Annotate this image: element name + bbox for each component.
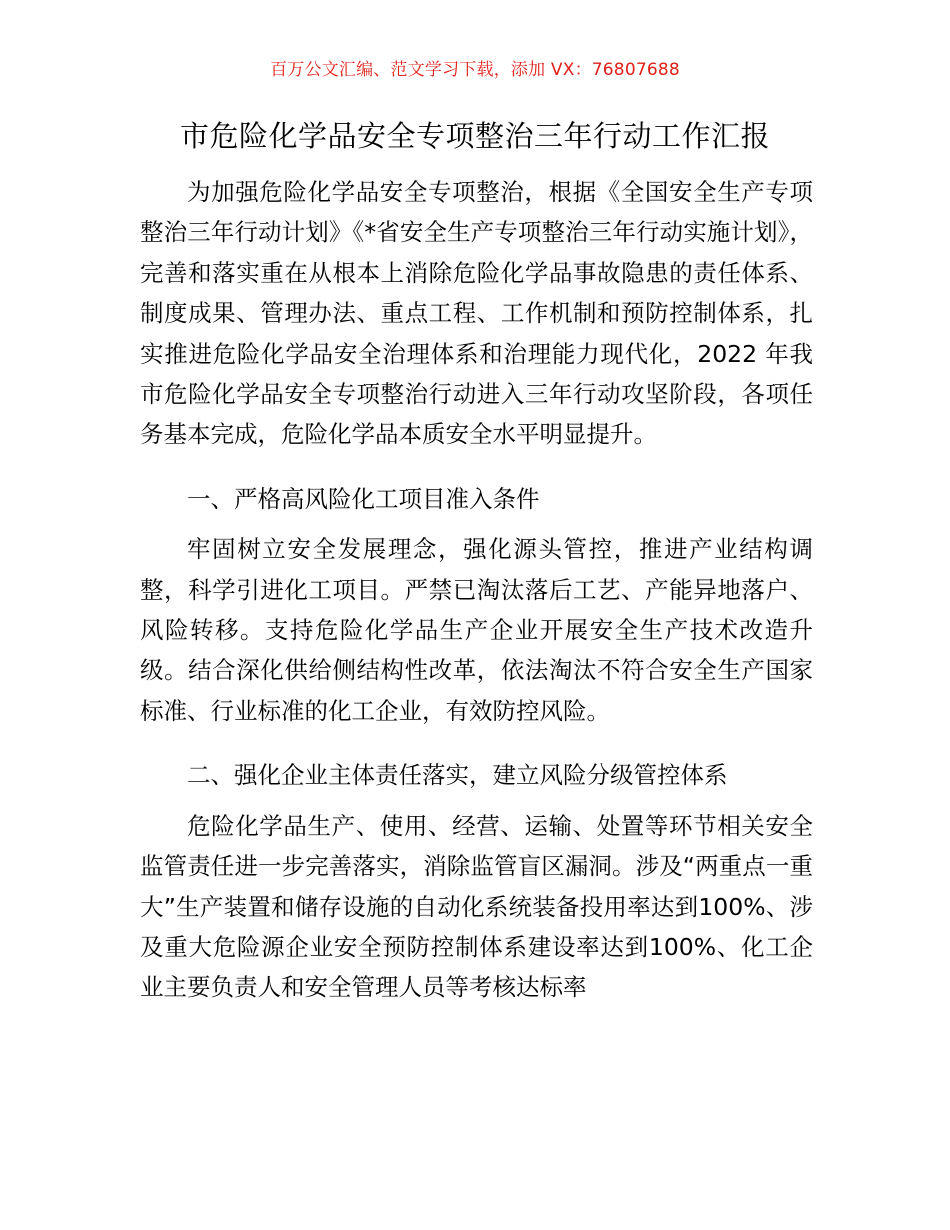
intro-paragraph: 为加强危险化学品安全专项整治，根据《全国安全生产专项整治三年行动计划》《*省安全生产专项整治三年行动实施计划》，完善和落实重在从根本上消除危险化学品事故隐患的责任体系、制度成果、管理办法、重点工程、工作机制和预防控制体系，扎实推进危险化学品安全治理体系和治理能力现代化，2022 年我市危险化学品安全专项整治行动进入三年行动攻坚阶段，各项任务基本完成，危险化学品本质安全水平明显提升。 [140,178,813,449]
section-heading-2: 二、强化企业主体责任落实，建立风险分级管控体系 [187,761,728,790]
section-paragraph-2: 危险化学品生产、使用、经营、运输、处置等环节相关安全监管责任进一步完善落实，消除监管盲区漏洞。涉及“两重点一重大”生产装置和储存设施的自动化系统装备投用率达到100%、涉及重大危险源企业安全预防控制体系建设率达到100%、化工企业主要负责人和安全管理人员等考核达标率 [140,811,813,1002]
document-title: 市危险化学品安全专项整治三年行动工作汇报 [179,119,770,153]
section-paragraph-1: 牢固树立安全发展理念，强化源头管控，推进产业结构调整，科学引进化工项目。严禁已淘汰落后工艺、产能异地落户、风险转移。支持危险化学品生产企业开展安全生产技术改造升级。结合深化供给侧结构性改革，依法淘汰不符合安全生产国家标准、行业标准的化工企业，有效防控风险。 [140,535,813,725]
paragraph-gap [140,731,813,745]
section-heading-1: 一、严格高风险化工项目准入条件 [187,484,540,513]
header-watermark-note: 百万公文汇编、范文学习下载，添加 VX：76807688 [270,60,680,80]
document-body [140,172,813,1008]
paragraph-gap [140,455,813,469]
